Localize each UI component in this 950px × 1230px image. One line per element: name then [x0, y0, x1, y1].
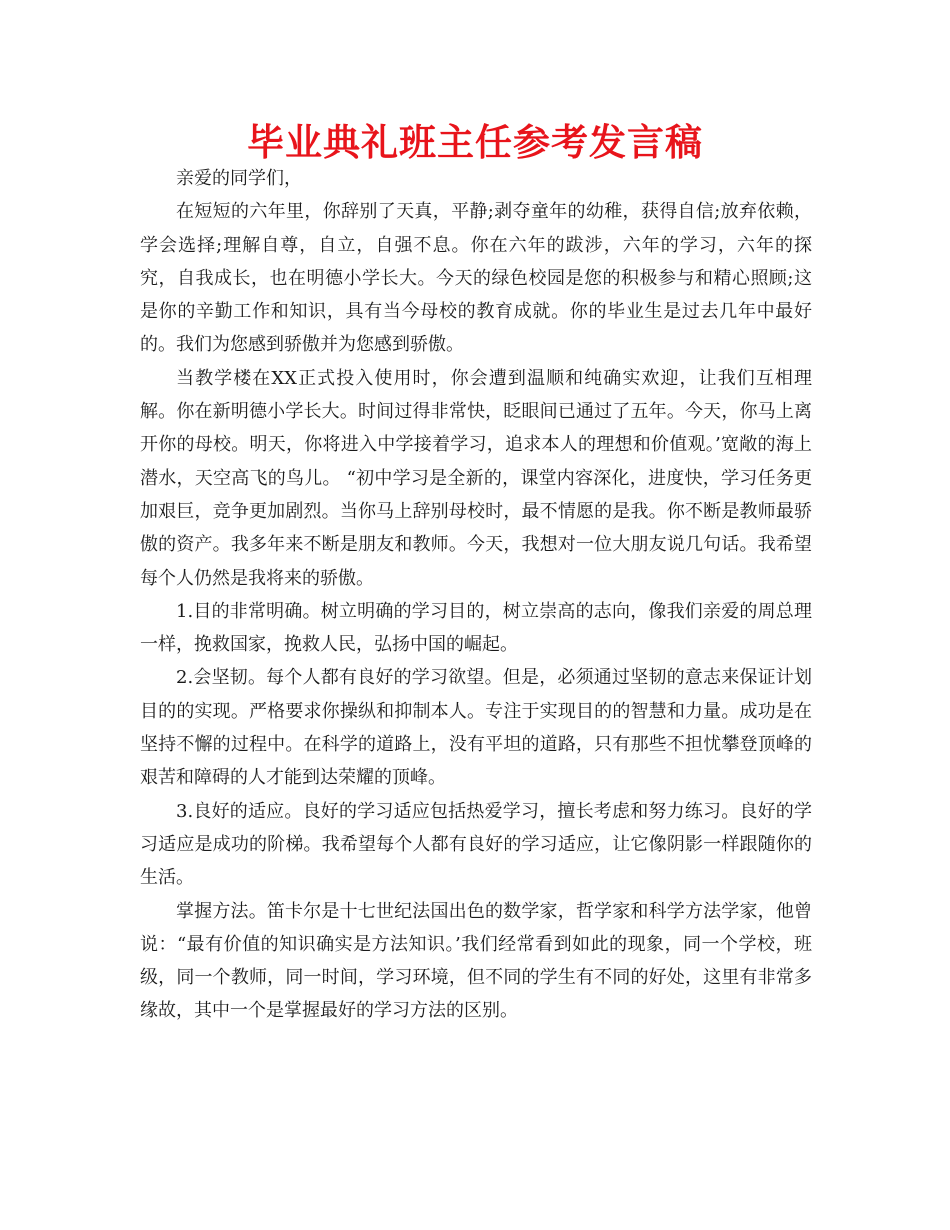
- paragraph-point-1: 1.目的非常明确。树立明确的学习目的，树立崇高的志向，像我们亲爱的周总理一样，挽救国家，挽救人民，弘扬中国的崛起。: [140, 600, 812, 656]
- paragraph-1: 在短短的六年里，你辞别了天真，平静;剥夺童年的幼稚，获得自信;放弃依赖，学会选择;理解自尊，自立，自强不息。你在六年的跋涉，六年的学习，六年的探究，自我成长，也在明德小学长大。今天的绿色校园是您的积极参与和精心照顾;这是你的辛勤工作和知识，具有当今母校的教育成就。你的毕业生是过去几年中最好的。我们为您感到骄傲并为您感到骄傲。: [140, 201, 812, 356]
- document-title: 毕业典礼班主任参考发言稿: [247, 121, 703, 164]
- paragraph-2: 当教学楼在XX正式投入使用时，你会遭到温顺和纯确实欢迎，让我们互相理解。你在新明德小学长大。时间过得非常快，眨眼间已通过了五年。今天，你马上离开你的母校。明天，你将进入中学接着学习，追求本人的理想和价值观。’宽敞的海上潜水，天空高飞的鸟儿。 “初中学习是全新的，课堂内容深化，进度快，学习任务更加艰巨，竞争更加剧烈。当你马上辞别母校时，最不情愿的是我。你不断是教师最骄傲的资产。我多年来不断是朋友和教师。今天，我想对一位大朋友说几句话。我希望每个人仍然是我将来的骄傲。: [140, 367, 812, 589]
- paragraph-method: 掌握方法。笛卡尔是十七世纪法国出色的数学家，哲学家和科学方法学家，他曾说：“最有价值的知识确实是方法知识。’我们经常看到如此的现象，同一个学校，班级，同一个教师，同一时间，学习环境，但不同的学生有不同的好处，这里有非常多缘故，其中一个是掌握最好的学习方法的区别。: [140, 900, 812, 1022]
- paragraph-point-3: 3.良好的适应。良好的学习适应包括热爱学习，擅长考虑和努力练习。良好的学习适应是成功的阶梯。我希望每个人都有良好的学习适应，让它像阴影一样跟随你的生活。: [140, 800, 812, 889]
- paragraph-salutation: 亲爱的同学们，: [176, 168, 302, 189]
- document-body: [140, 162, 812, 1028]
- paragraph-point-2: 2.会坚韧。每个人都有良好的学习欲望。但是，必须通过坚韧的意志来保证计划目的的实现。严格要求你操纵和抑制本人。专注于实现目的的智慧和力量。成功是在坚持不懈的过程中。在科学的道路上，没有平坦的道路，只有那些不担忧攀登顶峰的艰苦和障碍的人才能到达荣耀的顶峰。: [140, 667, 812, 789]
